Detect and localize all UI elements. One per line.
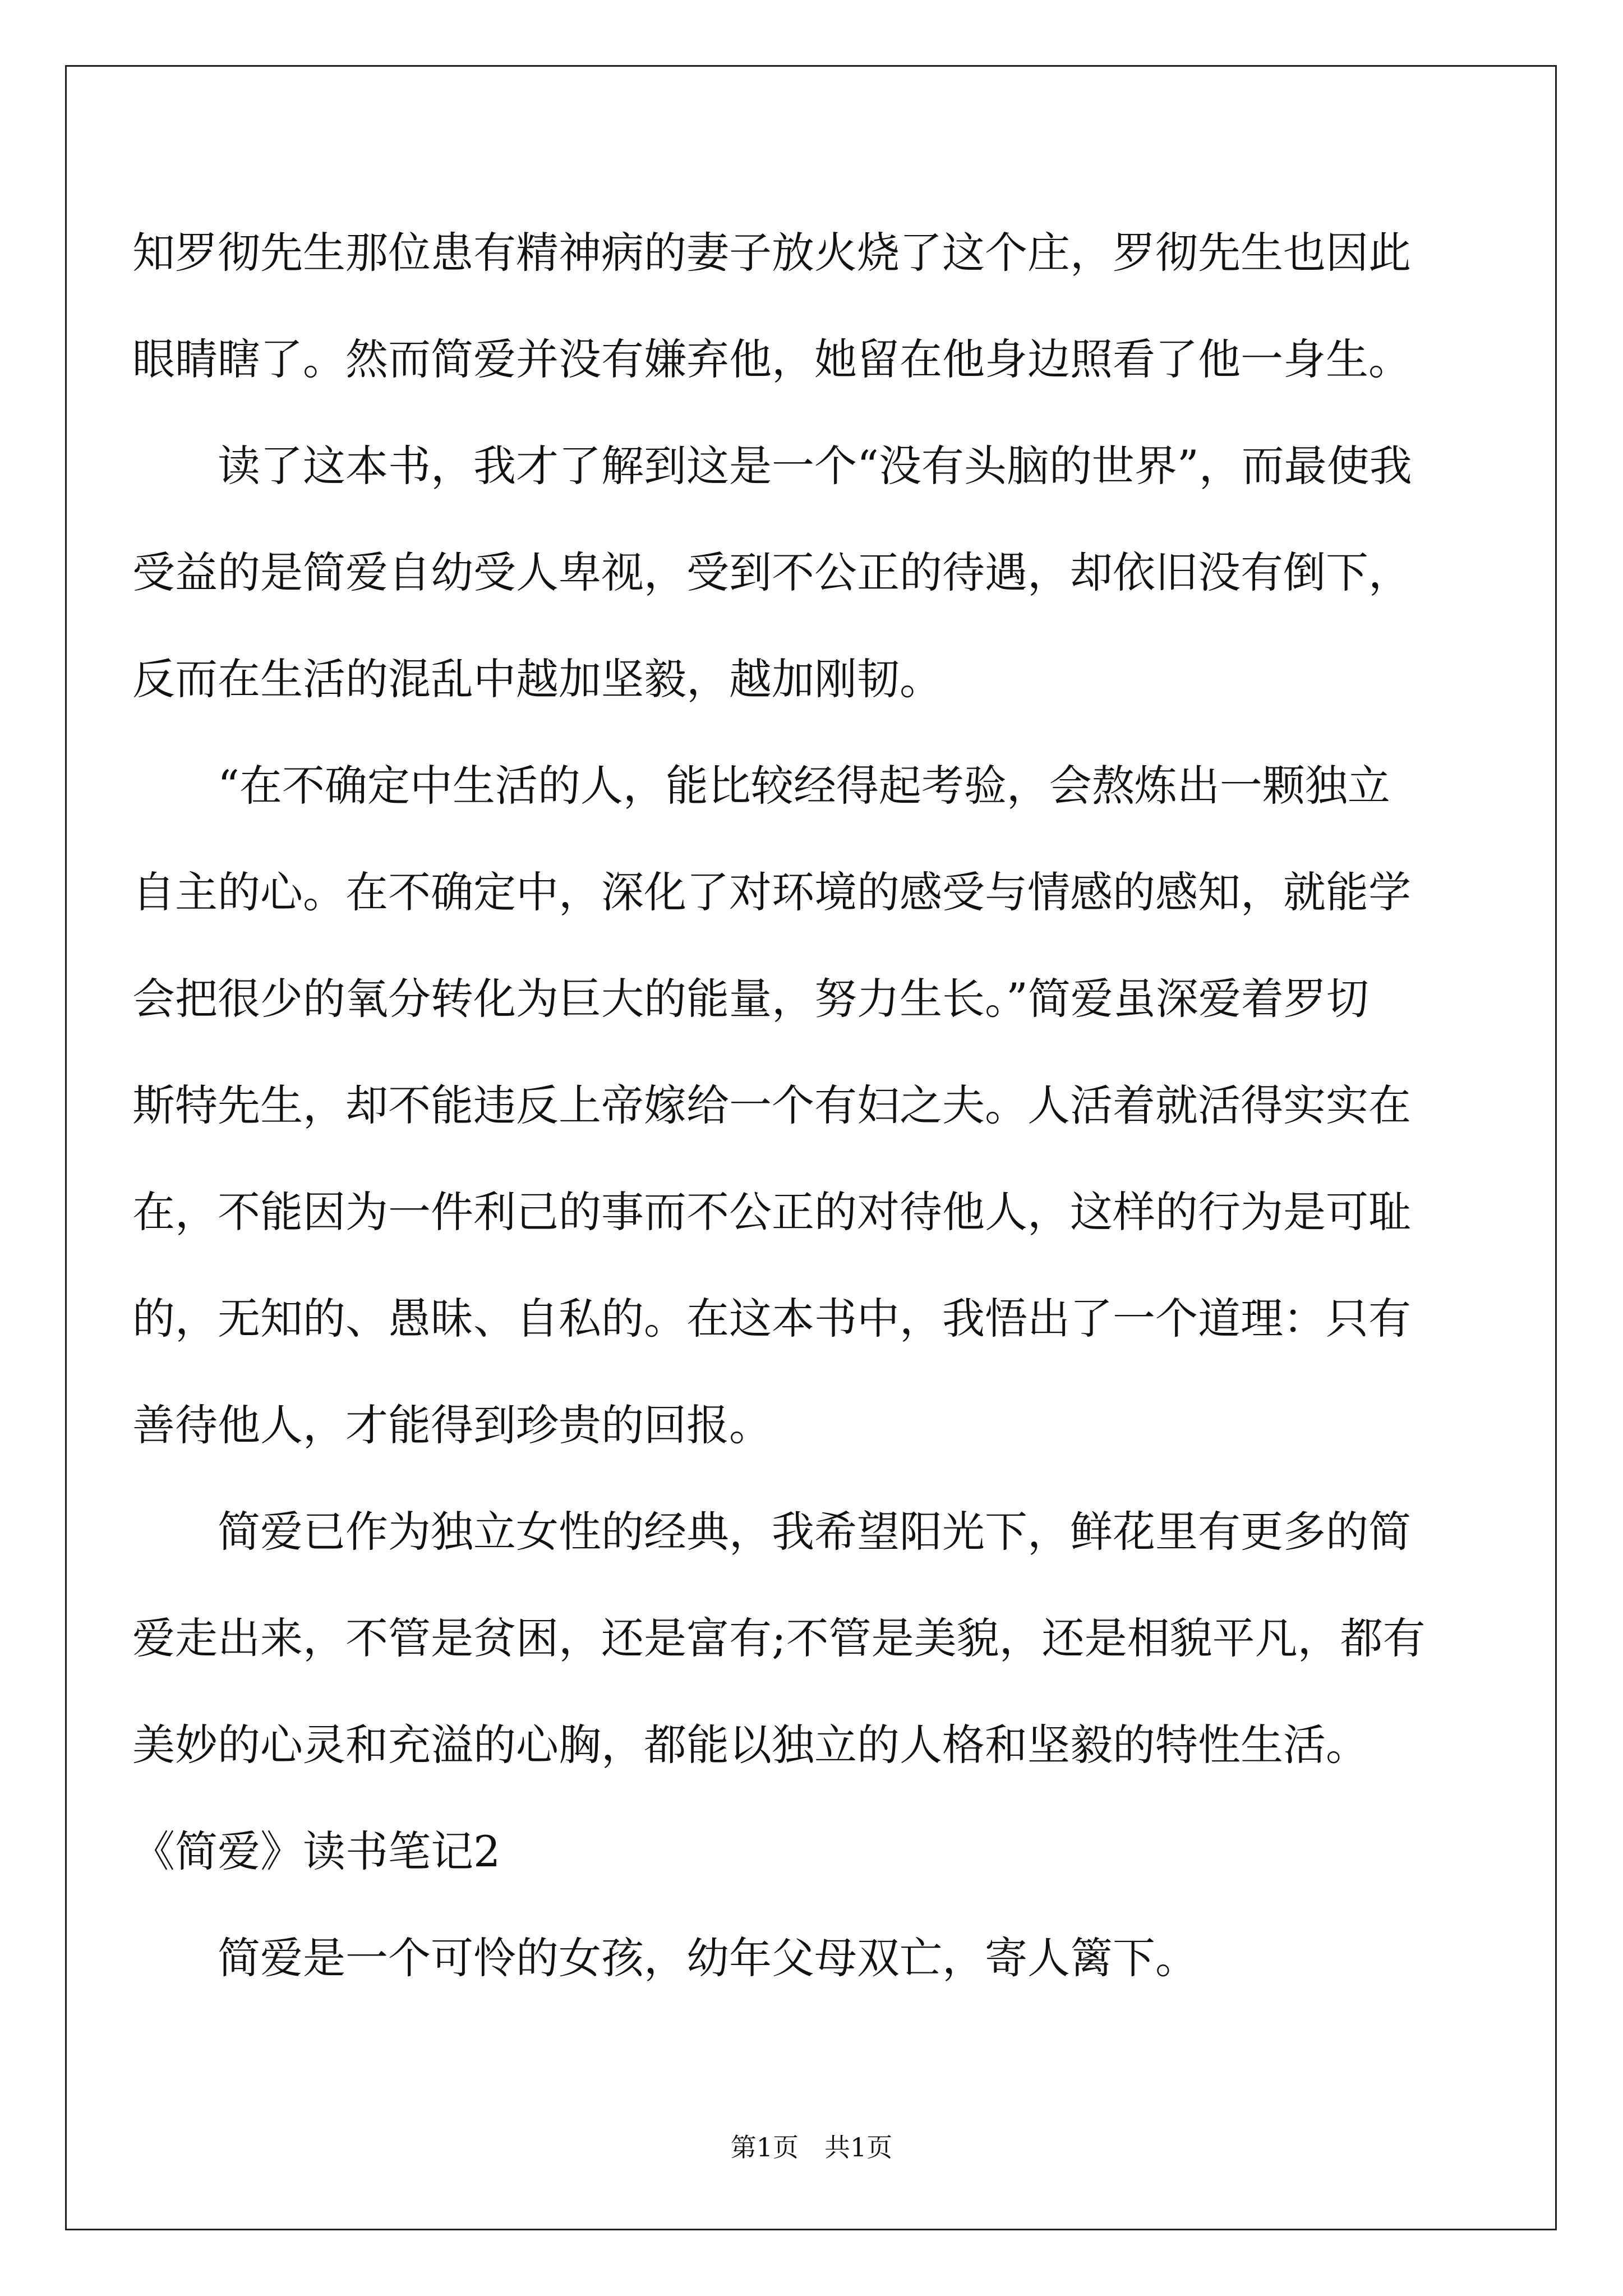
section-heading: 《简爱》读书笔记2 xyxy=(132,1826,501,1876)
text-line: 简爱已作为独立女性的经典，我希望阳光下，鲜花里有更多的简 xyxy=(218,1507,1411,1557)
text-line: 受益的是简爱自幼受人卑视，受到不公正的待遇，却依旧没有倒下， xyxy=(132,547,1411,597)
text-line: 读了这本书，我才了解到这是一个“没有头脑的世界”，而最使我 xyxy=(218,441,1412,491)
text-line: 在，不能因为一件利己的事而不公正的对待他人，这样的行为是可耻 xyxy=(132,1187,1411,1237)
paragraph-5 xyxy=(132,1905,1491,2012)
paragraph-1 xyxy=(132,200,1491,413)
text-line: 反而在生活的混乱中越加坚毅，越加刚韧。 xyxy=(132,654,942,704)
text-line: 眼睛瞎了。然而简爱并没有嫌弃他，她留在他身边照看了他一身生。 xyxy=(132,334,1411,384)
text-line: “在不确定中生活的人，能比较经得起考验，会熬炼出一颗独立 xyxy=(218,761,1390,811)
paragraph-3 xyxy=(132,733,1491,1479)
text-line: 爱走出来，不管是贫困，还是富有;不管是美貌，还是相貌平凡，都有 xyxy=(132,1613,1426,1663)
text-line: 会把很少的氧分转化为巨大的能量，努力生长。”简爱虽深爱着罗切 xyxy=(132,974,1369,1024)
text-line: 简爱是一个可怜的女孩，幼年父母双亡，寄人篱下。 xyxy=(218,1933,1198,1983)
paragraph-4 xyxy=(132,1479,1491,1798)
text-line: 的，无知的、愚昧、自私的。在这本书中，我悟出了一个道理：只有 xyxy=(132,1294,1411,1343)
text-line: 知罗彻先生那位患有精神病的妻子放火烧了这个庄，罗彻先生也因此 xyxy=(132,228,1411,278)
page-footer: 第1页 共1页 xyxy=(730,2132,893,2162)
text-line: 美妙的心灵和充溢的心胸，都能以独立的人格和坚毅的特性生活。 xyxy=(132,1720,1368,1770)
text-line: 斯特先生，却不能违反上帝嫁给一个有妇之夫。人活着就活得实实在 xyxy=(132,1080,1411,1130)
paragraph-2 xyxy=(132,413,1491,733)
text-line: 自主的心。在不确定中，深化了对环境的感受与情感的感知，就能学 xyxy=(132,867,1411,917)
text-line: 善待他人，才能得到珍贵的回报。 xyxy=(132,1400,772,1450)
